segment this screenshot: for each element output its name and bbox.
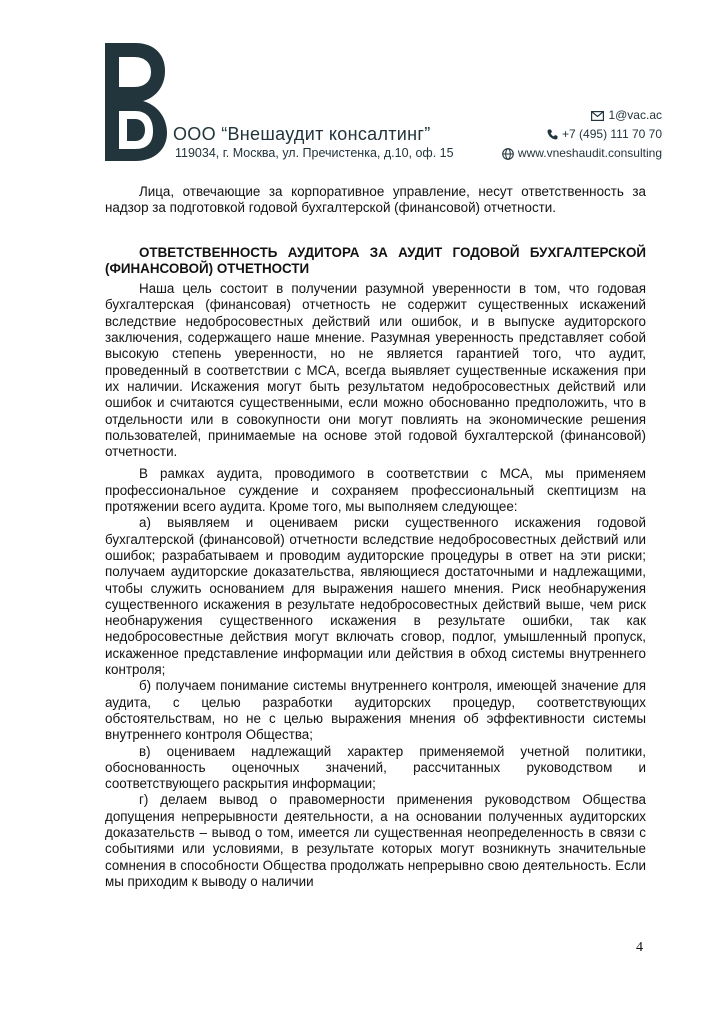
procedures-paragraph: В рамках аудита, проводимого в соответствии с МСА, мы применяем профессиональное суждение и сохраняем профессиональный скептицизм на протяжении всего аудита. Кроме того, мы выполняем следующее: [105,466,646,515]
email-row [462,106,662,125]
website-row [462,144,662,163]
section-heading: ОТВЕТСТВЕННОСТЬ АУДИТОРА ЗА АУДИТ ГОДОВОЙ БУХГАЛТЕРСКОЙ (ФИНАНСОВОЙ) ОТЧЕТНОСТИ [105,244,646,276]
phone-row [462,125,662,144]
list-item-b: б) получаем понимание системы внутреннего контроля, имеющей значение для аудита, с целью разработки аудиторских процедур, соответствующих обстоятельствам, но не с целью выражения мнения об эффективности системы внутреннего контроля Общества; [105,678,646,743]
company-address: 119034, г. Москва, ул. Пречистенка, д.10, оф. 15 [175,146,454,160]
company-logo-icon [105,43,167,161]
list-item-a: а) выявляем и оцениваем риски существенного искажения годовой бухгалтерской (финансовой) отчетности вследствие недобросовестных действий или ошибок; разрабатываем и проводим аудиторские процедуры в ответ на эти риски; получаем аудиторские доказательства, являющиеся достаточными и надлежащими, чтобы служить основанием для выражения нашего мнения. Риск необнаружения существенного искажения в результате недобросовестных действий выше, чем риск необнаружения существенного искажения в результате ошибки, так как недобросовестные действия могут включать сговор, подлог, умышленный пропуск, искаженное представление информации или действия в обход системы внутреннего контроля; [105,515,646,678]
objective-paragraph: Наша цель состоит в получении разумной уверенности в том, что годовая бухгалтерская (финансовая) отчетность не содержит существенных искажений вследствие недобросовестных действий или ошибок, и в выпуске аудиторского заключения, содержащего наше мнение. Разумная уверенность представляет собой высокую степень уверенности, но не является гарантией того, что аудит, проведенный в соответствии с МСА, всегда выявляет существенные искажения при их наличии. Искажения могут быть результатом недобросовестных действий или ошибок и считаются существенными, если можно обоснованно предположить, что в отдельности или в совокупности они могут повлиять на экономические решения пользователей, принимаемые на основе этой годовой бухгалтерской (финансовой) отчетности. [105,281,646,460]
document-body [105,184,646,890]
company-name: ООО “Внешаудит консалтинг” [173,124,431,144]
list-item-c: в) оцениваем надлежащий характер применяемой учетной политики, обоснованность оценочных значений, рассчитанных руководством и соответствующего раскрытия информации; [105,743,646,792]
page-number: 4 [636,940,643,955]
envelope-icon [591,111,604,121]
phone-link[interactable]: +7 (495) 111 70 70 [562,127,662,141]
contact-block [462,106,662,163]
phone-icon [547,129,558,140]
globe-icon [502,148,514,160]
list-item-d: г) делаем вывод о правомерности применения руководством Общества допущения непрерывности деятельности, а на основании полученных аудиторских доказательств – вывод о том, имеется ли существенная неопределенность в связи с событиями или условиями, в результате которых могут возникнуть значительные сомнения в способности Общества продолжать непрерывно свою деятельность. Если мы приходим к выводу о наличии [105,792,646,889]
intro-paragraph: Лица, отвечающие за корпоративное управление, несут ответственность за надзор за подготовкой годовой бухгалтерской (финансовой) отчетности. [105,184,646,216]
website-link[interactable]: www.vneshaudit.consulting [517,146,662,160]
email-link[interactable]: 1@vac.ac [608,108,662,122]
